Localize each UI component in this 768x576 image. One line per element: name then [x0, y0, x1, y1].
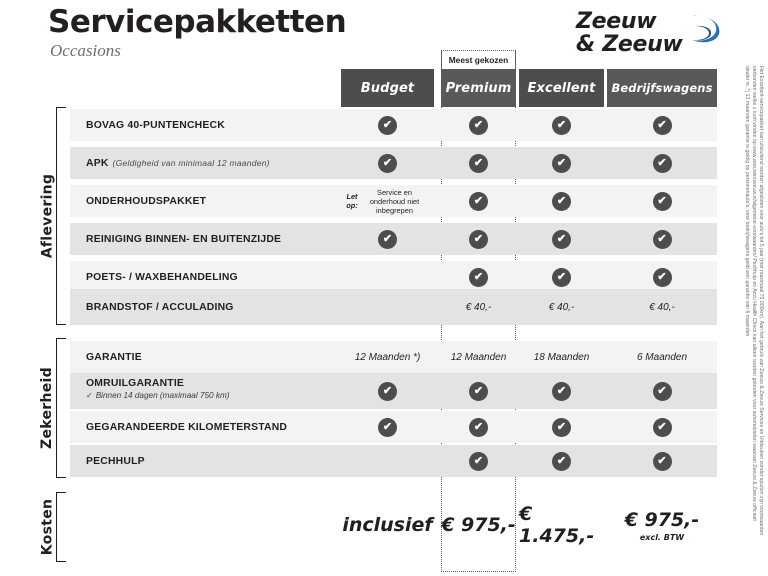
cell-bedrijfswagens	[607, 223, 717, 255]
price-row	[70, 495, 717, 555]
page-title: Servicepakketten	[48, 4, 347, 40]
cell-budget	[341, 445, 434, 477]
row-label	[86, 373, 184, 393]
group-label-kosten	[30, 492, 64, 562]
cell-excellent	[519, 373, 604, 409]
cell-excellent	[519, 147, 604, 179]
row-label-text: APK	[86, 157, 109, 169]
table-row	[70, 147, 717, 179]
cell-excellent	[519, 445, 604, 477]
check-icon: ✔	[653, 452, 672, 471]
cell-bedrijfswagens	[607, 445, 717, 477]
check-icon: ✔	[552, 418, 571, 437]
check-icon: ✔	[378, 382, 397, 401]
check-icon: ✔	[469, 230, 488, 249]
row-label	[86, 185, 206, 217]
cell-premium	[441, 373, 516, 409]
price-budget: inclusief	[342, 514, 433, 536]
check-icon: ✔	[653, 192, 672, 211]
cell-premium: 12 Maanden	[450, 351, 507, 363]
check-icon: ✔	[552, 230, 571, 249]
row-label	[86, 109, 225, 141]
cell-premium	[441, 109, 516, 141]
group-label-aflevering-text: Aflevering	[39, 173, 56, 259]
row-sublabel	[86, 391, 230, 400]
price-bedrijfswagens	[607, 495, 717, 555]
check-icon: ✔	[653, 268, 672, 287]
check-icon: ✔	[653, 116, 672, 135]
column-header-bedrijfswagens: Bedrijfswagens	[607, 69, 717, 107]
check-icon: ✔	[552, 192, 571, 211]
cell-budget	[341, 411, 434, 443]
cell-budget	[341, 109, 434, 141]
check-icon: ✔	[653, 154, 672, 173]
cell-bedrijfswagens: 6 Maanden	[636, 351, 688, 363]
row-label-text: GARANTIE	[86, 351, 142, 363]
table-row	[70, 445, 717, 477]
check-icon: ✔	[378, 116, 397, 135]
check-icon: ✔	[469, 418, 488, 437]
row-label-text: BOVAG 40-PUNTENCHECK	[86, 119, 225, 131]
cell-excellent	[519, 109, 604, 141]
check-icon: ✔	[653, 418, 672, 437]
cell-premium: € 40,-	[465, 301, 492, 313]
row-sublabel-text: Binnen 14 dagen (maximaal 750 km)	[95, 391, 230, 400]
table-row	[70, 411, 717, 443]
logo-line-1: Zeeuw	[576, 9, 657, 34]
check-icon: ✔	[552, 116, 571, 135]
check-icon: ✔	[653, 230, 672, 249]
check-icon: ✔	[469, 116, 488, 135]
check-small-icon: ✓	[86, 391, 93, 400]
check-icon: ✔	[469, 268, 488, 287]
group-label-kosten-text: Kosten	[39, 498, 56, 556]
column-header-premium: Premium	[441, 69, 516, 107]
table-row	[70, 185, 717, 217]
cell-excellent: 18 Maanden	[533, 351, 590, 363]
price-bedrijfswagens-value: € 975,-	[624, 508, 700, 531]
row-label-text: GEGARANDEERDE KILOMETERSTAND	[86, 421, 288, 433]
cell-budget: 12 Maanden *)	[354, 351, 421, 363]
table-row	[70, 373, 717, 409]
cell-bedrijfswagens	[607, 373, 717, 409]
cell-budget	[341, 373, 434, 409]
row-label-text: POETS- / WAXBEHANDELING	[86, 271, 238, 283]
row-label	[86, 445, 145, 477]
row-label-text: ONDERHOUDSPAKKET	[86, 195, 207, 207]
cell-bedrijfswagens: € 40,-	[649, 301, 675, 313]
check-icon: ✔	[653, 382, 672, 401]
group-label-aflevering	[30, 107, 64, 325]
row-label-text: REINIGING BINNEN- EN BUITENZIJDE	[86, 233, 282, 245]
row-label	[86, 289, 234, 325]
check-icon: ✔	[378, 154, 397, 173]
check-icon: ✔	[552, 382, 571, 401]
check-icon: ✔	[552, 452, 571, 471]
check-icon: ✔	[378, 418, 397, 437]
group-label-zekerheid-text: Zekerheid	[39, 367, 55, 449]
check-icon: ✔	[469, 452, 488, 471]
price-premium: € 975,-	[441, 514, 516, 536]
cell-excellent	[519, 411, 604, 443]
cell-premium	[441, 223, 516, 255]
cell-bedrijfswagens	[607, 185, 717, 217]
cell-premium	[441, 185, 516, 217]
row-label	[86, 223, 281, 255]
cell-budget	[341, 289, 434, 325]
cell-premium	[441, 147, 516, 179]
brand-logo	[576, 10, 716, 56]
page-subtitle: Occasions	[50, 40, 121, 60]
cell-bedrijfswagens	[607, 411, 717, 443]
table-row	[70, 341, 717, 373]
table-row	[70, 289, 717, 325]
check-icon: ✔	[552, 154, 571, 173]
check-icon: ✔	[469, 382, 488, 401]
swoosh-icon	[686, 12, 720, 52]
cell-budget	[341, 147, 434, 179]
row-label-text: PECHHULP	[86, 455, 145, 467]
row-label	[86, 411, 287, 443]
row-label-text: BRANDSTOF / ACCULADING	[86, 301, 234, 313]
row-label	[86, 341, 142, 373]
row-label-note: (Geldigheid van minimaal 12 maanden)	[112, 158, 270, 168]
cell-budget: Let op: Service en onderhoud niet inbegrepen	[346, 187, 420, 215]
cell-bedrijfswagens	[607, 147, 717, 179]
row-label	[86, 147, 270, 179]
check-icon: ✔	[378, 230, 397, 249]
most-chosen-badge: Meest gekozen	[441, 50, 516, 69]
cell-premium	[441, 411, 516, 443]
check-icon: ✔	[552, 268, 571, 287]
check-icon: ✔	[469, 154, 488, 173]
legal-text-block	[743, 66, 764, 536]
row-label-text: OMRUILGARANTIE	[86, 377, 185, 389]
price-bedrijfswagens-note: excl. BTW	[639, 532, 685, 542]
group-label-zekerheid	[30, 338, 64, 478]
cell-bedrijfswagens	[607, 109, 717, 141]
cell-premium	[441, 445, 516, 477]
cell-excellent	[519, 185, 604, 217]
table-row	[70, 223, 717, 255]
column-header-excellent: Excellent	[519, 69, 604, 107]
check-icon: ✔	[469, 192, 488, 211]
cell-excellent: € 40,-	[548, 301, 575, 313]
cell-budget	[341, 223, 434, 255]
legal-text: Het Excellent-servicepakket kan uitsluitend worden afgesloten voor auto's tot 5 jaar (met maximaal 75.000km). Aan het gebruik van Zeeuw & Zeeuw Services en Uitdeuken zonder spuiten zijn voorwaarden verbonden welke u kunt vinden op www.zeeuwenzeeuw.nl/algemene-voorwaarden/ Pechhulp en Accu Health Check kan alleen worden geboden voor automobielen waarvan Zeeuw & Zeeuw officieel dealer is. *) 12 maanden garantie is geldig op personenauto's, voor bedrijfswagens geldt een garantie van 6 maanden	[743, 66, 764, 536]
table-row	[70, 109, 717, 141]
price-excellent: € 1.475,-	[519, 503, 595, 547]
logo-line-2: & Zeeuw	[576, 32, 683, 58]
column-header-budget: Budget	[341, 69, 434, 107]
title-block	[48, 6, 346, 61]
cell-excellent	[519, 223, 604, 255]
